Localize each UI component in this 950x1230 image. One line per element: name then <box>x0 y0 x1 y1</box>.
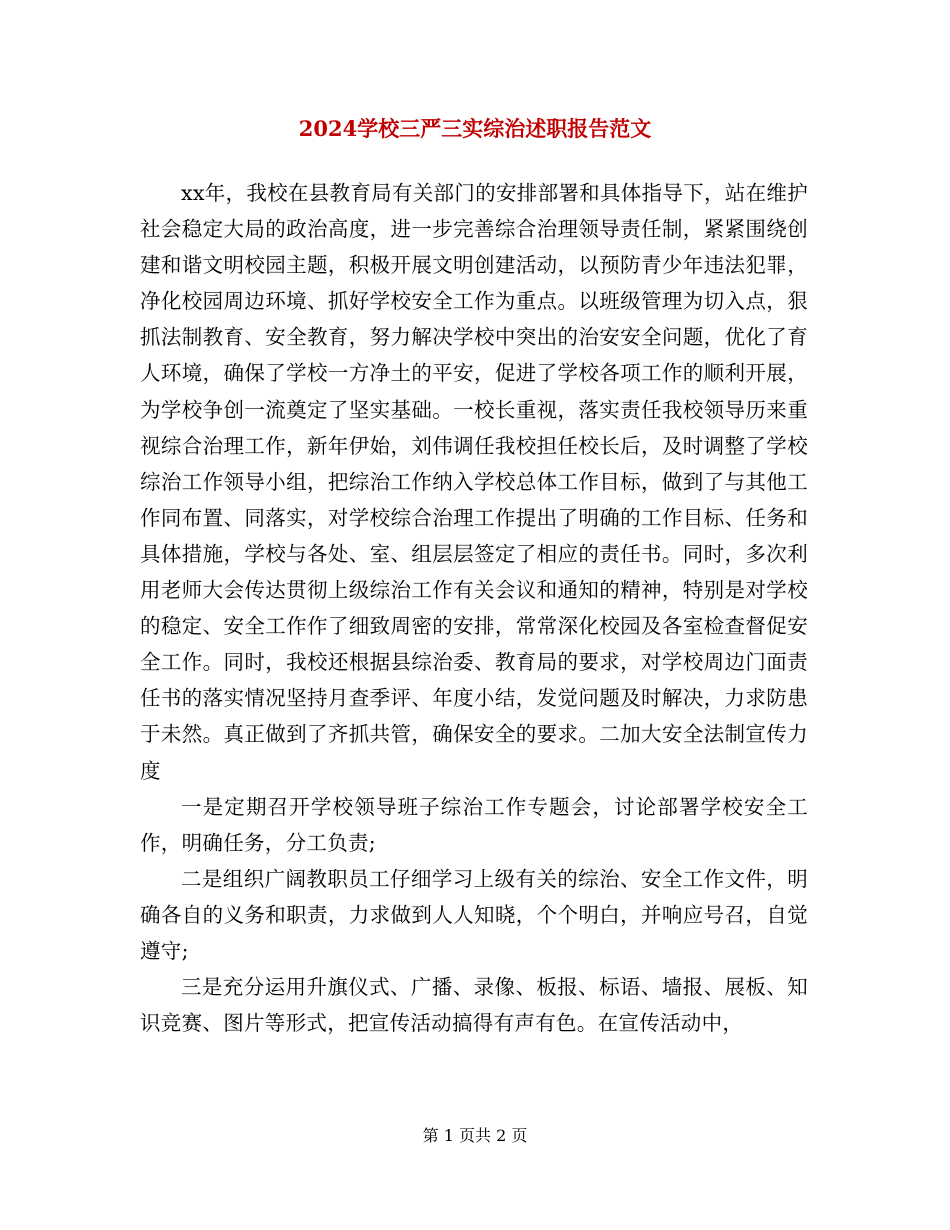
paragraph-intro: xx年，我校在县教育局有关部门的安排部署和具体指导下，站在维护社会稳定大局的政治高度，进一步完善综合治理领导责任制，紧紧围绕创建和谐文明校园主题，积极开展文明创建活动，以预防青少年违法犯罪，净化校园周边环境、抓好学校安全工作为重点。以班级管理为切入点，狠抓法制教育、安全教育，努力解决学校中突出的治安安全问题，优化了育人环境，确保了学校一方净土的平安，促进了学校各项工作的顺利开展，为学校争创一流奠定了坚实基础。一校长重视，落实责任我校领导历来重视综合治理工作，新年伊始，刘伟调任我校担任校长后，及时调整了学校综治工作领导小组，把综治工作纳入学校总体工作目标，做到了与其他工作同布置、同落实，对学校综合治理工作提出了明确的工作目标、任务和具体措施，学校与各处、室、组层层签定了相应的责任书。同时，多次利用老师大会传达贯彻上级综治工作有关会议和通知的精神，特别是对学校的稳定、安全工作作了细致周密的安排，常常深化校园及各室检查督促安全工作。同时，我校还根据县综治委、教育局的要求，对学校周边门面责任书的落实情况坚持月查季评、年度小结，发觉问题及时解决，力求防患于未然。真正做到了齐抓共管，确保安全的要求。二加大安全法制宣传力度 <box>140 181 808 783</box>
paragraph-item-2: 二是组织广阔教职员工仔细学习上级有关的综治、安全工作文件，明确各自的义务和职责，力求做到人人知晓，个个明白，并响应号召，自觉遵守; <box>140 866 808 963</box>
document-body <box>140 175 808 1041</box>
paragraph-item-3: 三是充分运用升旗仪式、广播、录像、板报、标语、墙报、展板、知识竞赛、图片等形式，把宣传活动搞得有声有色。在宣传活动中， <box>140 975 808 1036</box>
page-number-footer: 第 1 页共 2 页 <box>422 1126 528 1145</box>
document-title: 2024学校三严三实综治述职报告范文 <box>298 116 652 141</box>
paragraph-item-1: 一是定期召开学校领导班子综治工作专题会，讨论部署学校安全工作，明确任务，分工负责; <box>140 794 808 855</box>
